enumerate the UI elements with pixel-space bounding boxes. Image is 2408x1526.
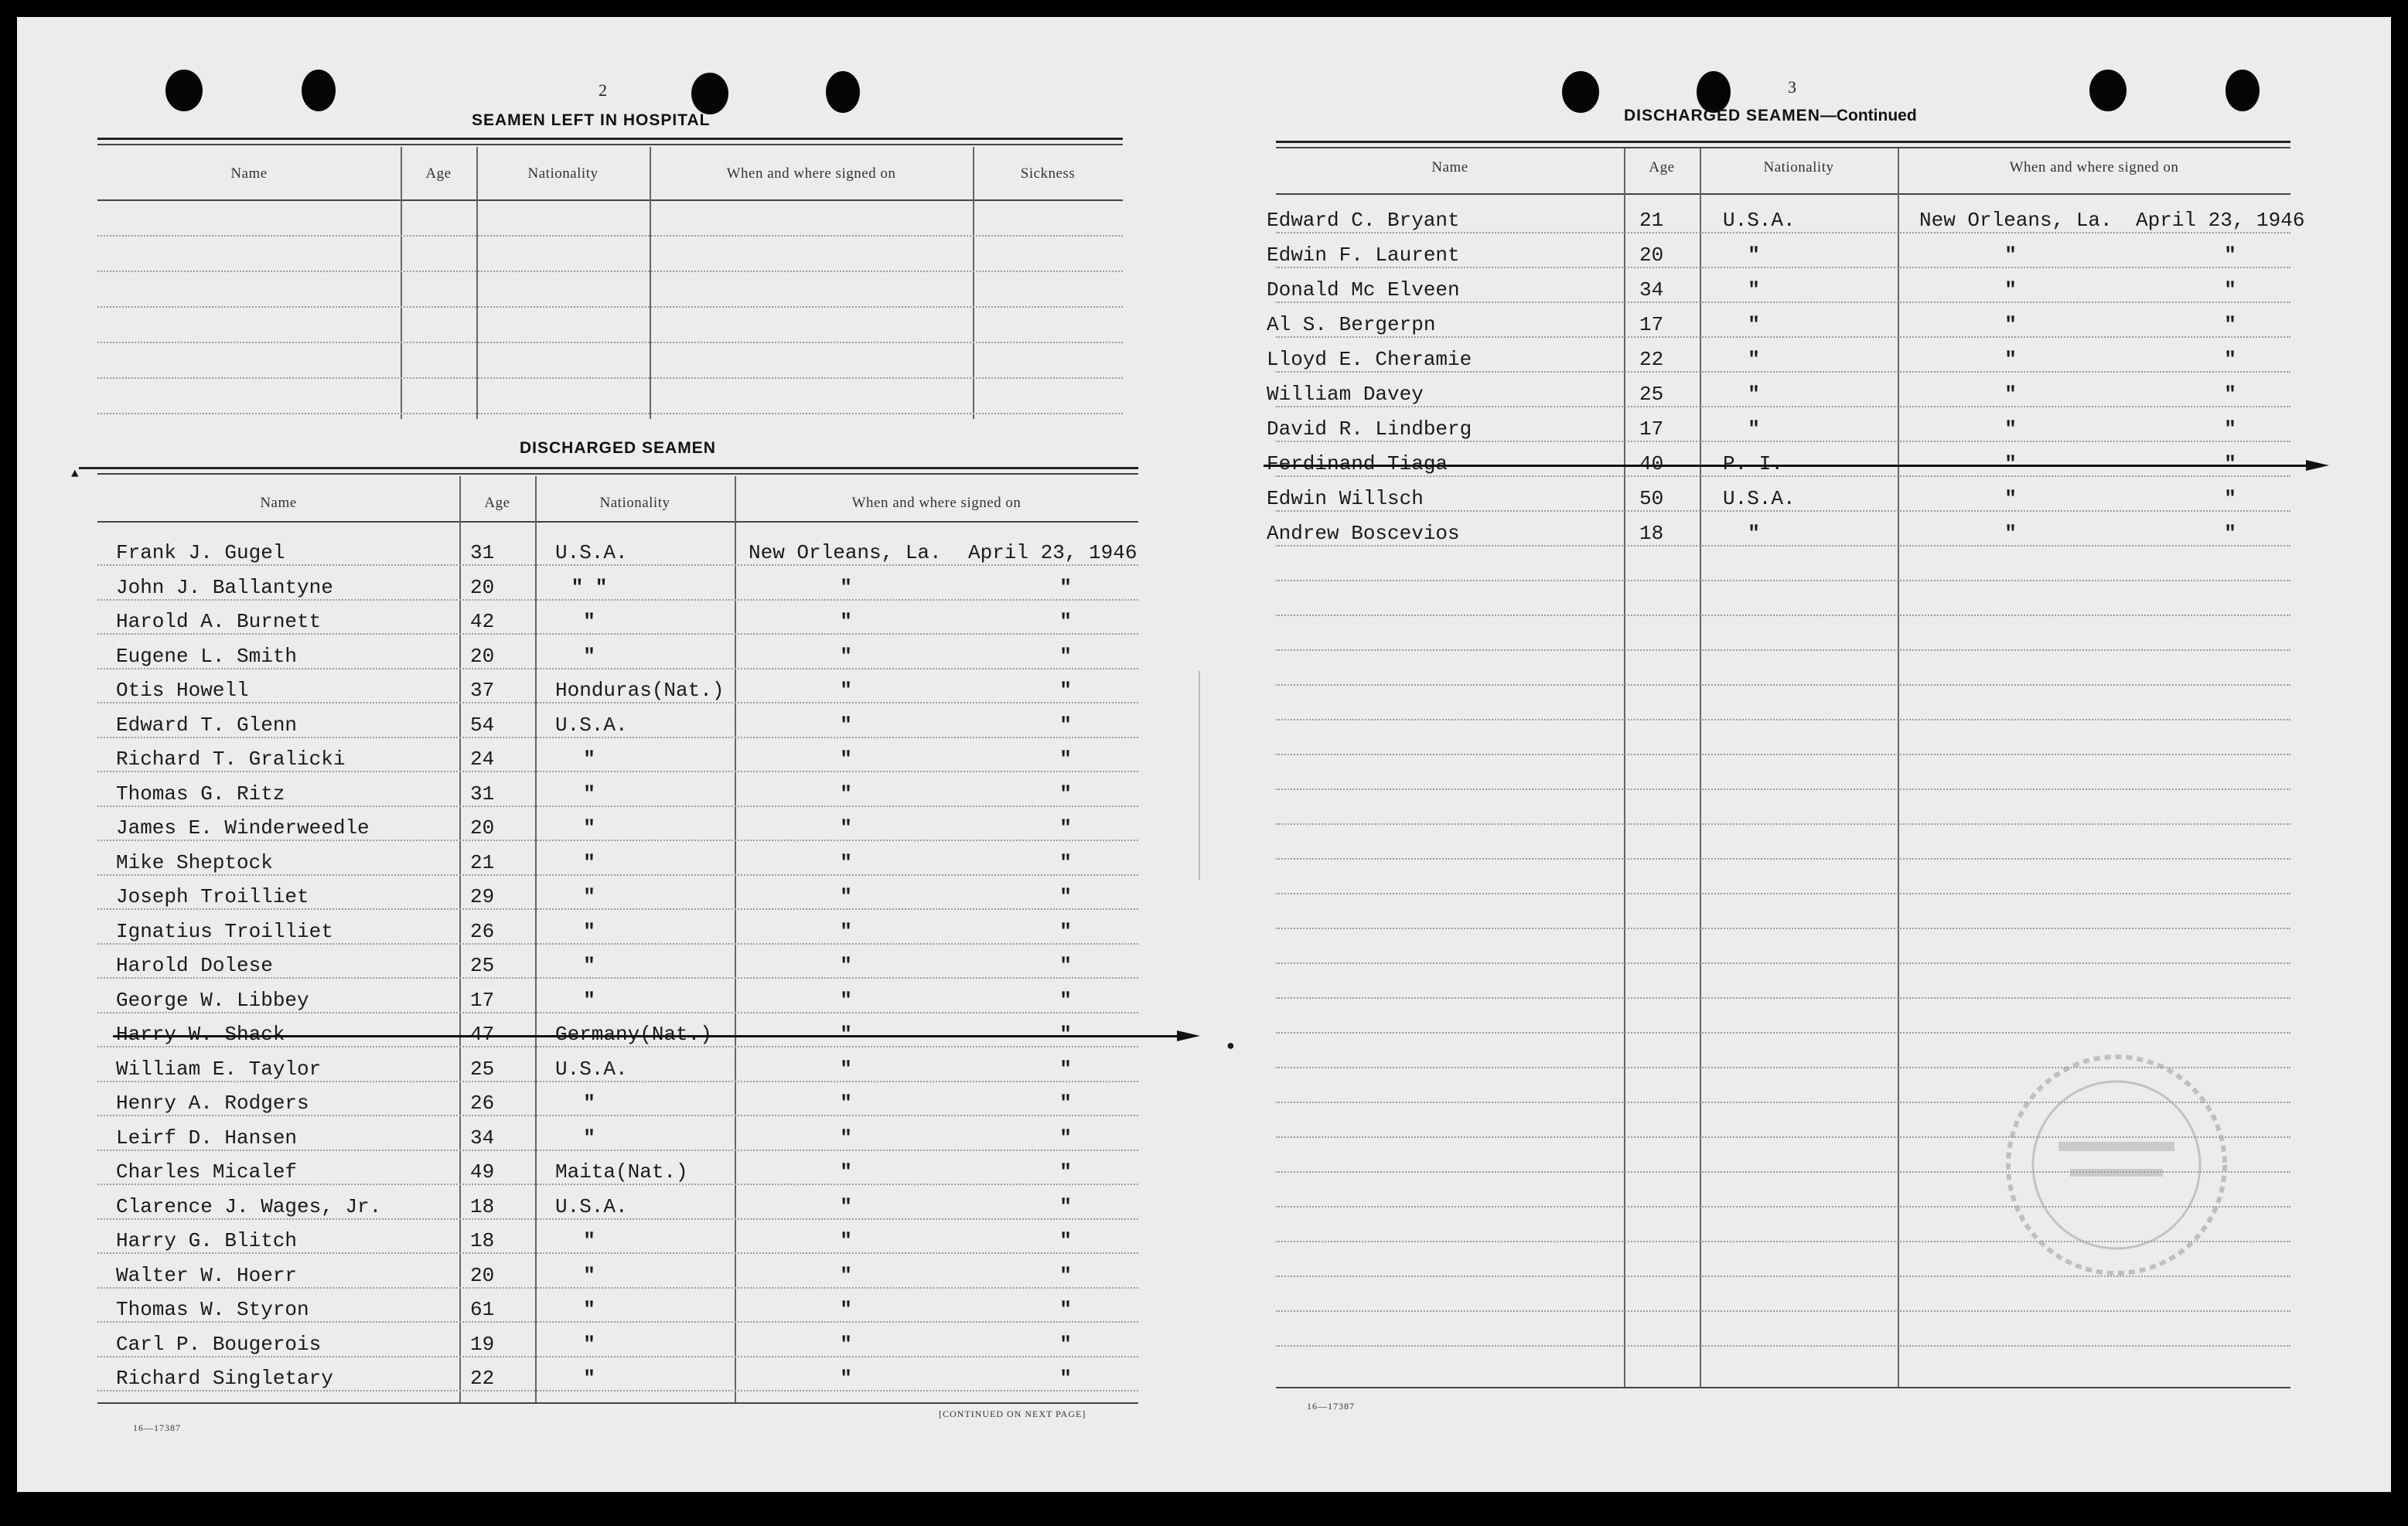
- row-rule: [1276, 719, 2290, 720]
- row-rule: [1276, 1310, 2290, 1312]
- row-rule: [97, 840, 1138, 841]
- column-header: Age: [484, 495, 510, 511]
- seaman-nationality: ": [583, 954, 595, 977]
- row-rule: [97, 668, 1138, 669]
- table-rule: [1276, 1387, 2290, 1388]
- seaman-age: 21: [1639, 209, 1664, 232]
- seaman-age: 19: [470, 1332, 495, 1356]
- seaman-nationality: ": [1748, 383, 1760, 406]
- row-rule: [97, 1356, 1138, 1357]
- seaman-name: William E. Taylor: [116, 1057, 322, 1081]
- seaman-name: Andrew Boscevios: [1267, 522, 1460, 545]
- seaman-age: 17: [1639, 313, 1664, 336]
- seaman-nationality: Honduras(Nat.): [555, 679, 725, 702]
- signed-on-place: ": [840, 748, 852, 771]
- seaman-nationality: U.S.A.: [555, 1057, 628, 1081]
- blank-row-line: [97, 413, 1123, 414]
- seaman-nationality: U.S.A.: [555, 1194, 628, 1218]
- signed-on-place: ": [2004, 244, 2017, 267]
- column-rule: [1700, 148, 1701, 1387]
- row-rule: [1276, 301, 2290, 303]
- seaman-nationality: ": [1748, 417, 1760, 441]
- seaman-name: Edwin Willsch: [1267, 487, 1424, 510]
- signed-on-date: ": [1059, 1057, 1072, 1081]
- signed-on-place: ": [2004, 383, 2017, 406]
- signed-on-date: ": [1059, 1298, 1072, 1321]
- seaman-name: Carl P. Bougerois: [116, 1332, 322, 1356]
- row-rule: [97, 806, 1138, 807]
- column-header: Nationality: [527, 165, 599, 182]
- column-header: Age: [425, 165, 452, 182]
- row-rule: [1276, 545, 2290, 547]
- column-rule: [1898, 148, 1899, 1387]
- seaman-name: Walter W. Hoerr: [116, 1263, 298, 1287]
- row-rule: [1276, 510, 2290, 512]
- row-rule: [1276, 475, 2290, 477]
- row-rule: [1276, 232, 2290, 233]
- signed-on-date: April 23, 1946: [968, 541, 1137, 564]
- row-rule: [97, 1081, 1138, 1082]
- row-rule: [97, 1150, 1138, 1151]
- row-rule: [1276, 823, 2290, 825]
- seaman-nationality: U.S.A.: [555, 713, 628, 737]
- row-rule: [1276, 1276, 2290, 1277]
- seaman-age: 20: [470, 816, 495, 840]
- seaman-name: Thomas W. Styron: [116, 1298, 309, 1321]
- blank-row-line: [97, 271, 1123, 272]
- seaman-nationality: ": [583, 1367, 595, 1390]
- signed-on-date: ": [1059, 679, 1072, 702]
- seaman-name: Richard T. Gralicki: [116, 748, 346, 771]
- seaman-name: Harold A. Burnett: [116, 610, 322, 633]
- row-rule: [1276, 441, 2290, 442]
- punch-hole: [1562, 71, 1599, 113]
- signed-on-place: ": [840, 782, 852, 806]
- row-rule: [1276, 1136, 2290, 1138]
- seaman-age: 34: [470, 1126, 495, 1150]
- margin-rule: [1199, 671, 1200, 880]
- punch-hole: [2089, 70, 2127, 111]
- signed-on-date: ": [1059, 885, 1072, 908]
- seaman-age: 20: [470, 1263, 495, 1287]
- signed-on-date: ": [1059, 988, 1072, 1012]
- signed-on-place: ": [840, 713, 852, 737]
- signed-on-place: ": [840, 885, 852, 908]
- seaman-nationality: ": [583, 1332, 595, 1356]
- row-rule: [97, 1390, 1138, 1391]
- row-rule: [97, 943, 1138, 945]
- row-rule: [97, 1012, 1138, 1013]
- seaman-name: Frank J. Gugel: [116, 541, 285, 564]
- column-rule: [735, 476, 736, 1402]
- seaman-nationality: ": [1748, 244, 1760, 267]
- signed-on-date: April 23, 1946: [2136, 209, 2305, 232]
- row-rule: [97, 1252, 1138, 1254]
- table-rule: [97, 138, 1123, 140]
- seaman-nationality: U.S.A.: [555, 541, 628, 564]
- punch-hole: [2226, 70, 2260, 111]
- signed-on-place: New Orleans, La.: [749, 541, 942, 564]
- seaman-name: Edward C. Bryant: [1267, 209, 1460, 232]
- seaman-name: Joseph Troilliet: [116, 885, 309, 908]
- seaman-age: 21: [470, 850, 495, 874]
- row-rule: [97, 599, 1138, 601]
- signed-on-date: ": [2224, 348, 2236, 371]
- seaman-name: Charles Micalef: [116, 1160, 298, 1184]
- seaman-name: Harry G. Blitch: [116, 1229, 298, 1252]
- signed-on-place: New Orleans, La.: [1919, 209, 2113, 232]
- signed-on-place: ": [840, 1023, 852, 1046]
- seaman-age: 25: [470, 954, 495, 977]
- row-rule: [97, 908, 1138, 910]
- punch-hole: [302, 70, 336, 111]
- table-rule: [1276, 147, 2290, 148]
- signed-on-date: ": [1059, 954, 1072, 977]
- seaman-name: William Davey: [1267, 383, 1424, 406]
- row-rule: [1276, 336, 2290, 338]
- signed-on-date: ": [2224, 313, 2236, 336]
- seaman-age: 17: [470, 988, 495, 1012]
- row-rule: [1276, 1102, 2290, 1103]
- seaman-age: 54: [470, 713, 495, 737]
- signed-on-place: ": [840, 1160, 852, 1184]
- punch-hole: [691, 73, 728, 114]
- seaman-name: Ferdinand Tiaga: [1267, 452, 1448, 475]
- signed-on-place: ": [840, 1229, 852, 1252]
- seaman-name: George W. Libbey: [116, 988, 309, 1012]
- blank-row-line: [97, 235, 1123, 237]
- signed-on-place: ": [2004, 452, 2017, 475]
- signed-on-place: ": [840, 919, 852, 943]
- row-rule: [97, 1287, 1138, 1289]
- signed-on-place: ": [2004, 313, 2017, 336]
- seaman-name: Leirf D. Hansen: [116, 1126, 298, 1150]
- column-header: When and where signed on: [726, 165, 896, 182]
- seaman-age: 26: [470, 919, 495, 943]
- row-rule: [1276, 893, 2290, 894]
- seaman-nationality: Germany(Nat.): [555, 1023, 712, 1046]
- faded-stamp: [1997, 1045, 2236, 1285]
- seaman-nationality: ": [583, 988, 595, 1012]
- signed-on-date: ": [1059, 1126, 1072, 1150]
- row-rule: [1276, 684, 2290, 686]
- row-rule: [97, 874, 1138, 876]
- signed-on-date: ": [2224, 278, 2236, 301]
- seaman-nationality: ": [583, 1092, 595, 1115]
- seaman-age: 18: [470, 1229, 495, 1252]
- seaman-name: Eugene L. Smith: [116, 644, 298, 668]
- seaman-age: 18: [1639, 522, 1664, 545]
- signed-on-place: ": [2004, 487, 2017, 510]
- signed-on-date: ": [1059, 1263, 1072, 1287]
- row-rule: [97, 1115, 1138, 1116]
- signed-on-date: ": [2224, 383, 2236, 406]
- section-title-hospital: SEAMEN LEFT IN HOSPITAL: [472, 111, 711, 129]
- seaman-nationality: ": [583, 1126, 595, 1150]
- signed-on-date: ": [2224, 244, 2236, 267]
- row-rule: [97, 1321, 1138, 1323]
- row-rule: [1276, 1345, 2290, 1347]
- seaman-age: 17: [1639, 417, 1664, 441]
- signed-on-date: ": [1059, 1229, 1072, 1252]
- row-rule: [1276, 1032, 2290, 1034]
- manifest-sheet: [17, 17, 2391, 1492]
- seaman-age: 37: [470, 679, 495, 702]
- section-title-discharged-continued: [1624, 107, 1917, 125]
- signed-on-date: ": [1059, 782, 1072, 806]
- column-header: Sickness: [1020, 165, 1076, 182]
- blank-row-line: [97, 306, 1123, 308]
- seaman-nationality: ": [1748, 313, 1760, 336]
- seaman-age: 25: [470, 1057, 495, 1081]
- seaman-nationality: ": [583, 1263, 595, 1287]
- seaman-name: Harold Dolese: [116, 954, 273, 977]
- signed-on-place: ": [840, 1367, 852, 1390]
- row-rule: [1276, 754, 2290, 755]
- column-header: Nationality: [599, 495, 670, 511]
- seaman-nationality: ": [583, 885, 595, 908]
- section-title-text: DISCHARGED SEAMEN: [1624, 107, 1820, 124]
- punch-hole: [165, 70, 203, 111]
- seaman-nationality: ": [1748, 278, 1760, 301]
- signed-on-place: ": [840, 1298, 852, 1321]
- page-number: 2: [599, 80, 607, 100]
- blank-row-line: [97, 342, 1123, 343]
- seaman-age: 20: [1639, 244, 1664, 267]
- column-header: Name: [1431, 159, 1468, 175]
- seaman-nationality: ": [583, 919, 595, 943]
- signed-on-place: ": [840, 954, 852, 977]
- seaman-nationality: " ": [571, 575, 608, 599]
- column-rule: [1624, 148, 1625, 1387]
- strike-arrowhead: [1177, 1030, 1200, 1041]
- seaman-age: 25: [1639, 383, 1664, 406]
- row-rule: [97, 1184, 1138, 1185]
- table-rule: [79, 467, 1138, 469]
- seaman-nationality: ": [583, 644, 595, 668]
- signed-on-date: ": [1059, 919, 1072, 943]
- signed-on-place: ": [2004, 417, 2017, 441]
- column-rule: [535, 476, 537, 1402]
- seaman-name: David R. Lindberg: [1267, 417, 1472, 441]
- seaman-nationality: Maita(Nat.): [555, 1160, 688, 1184]
- row-rule: [97, 771, 1138, 772]
- signed-on-place: ": [840, 1263, 852, 1287]
- signed-on-date: ": [1059, 1160, 1072, 1184]
- seaman-name: Donald Mc Elveen: [1267, 278, 1460, 301]
- seaman-name: Richard Singletary: [116, 1367, 333, 1390]
- signed-on-place: ": [840, 1332, 852, 1356]
- row-rule: [1276, 1206, 2290, 1208]
- signed-on-date: ": [1059, 1092, 1072, 1115]
- signed-on-date: ": [1059, 850, 1072, 874]
- signed-on-date: ": [1059, 816, 1072, 840]
- signed-on-date: ": [2224, 487, 2236, 510]
- seaman-name: James E. Winderweedle: [116, 816, 370, 840]
- signed-on-place: ": [840, 816, 852, 840]
- row-rule: [97, 737, 1138, 738]
- row-rule: [1276, 371, 2290, 373]
- signed-on-place: ": [840, 850, 852, 874]
- row-rule: [97, 633, 1138, 635]
- seaman-nationality: U.S.A.: [1723, 487, 1796, 510]
- seaman-name: Edwin F. Laurent: [1267, 244, 1460, 267]
- seaman-nationality: ": [583, 782, 595, 806]
- row-rule: [1276, 997, 2290, 999]
- seaman-nationality: ": [583, 610, 595, 633]
- seaman-nationality: ": [583, 1298, 595, 1321]
- table-rule: [1276, 141, 2290, 143]
- seaman-name: Harry W. Shack: [116, 1023, 285, 1046]
- seaman-age: 20: [470, 644, 495, 668]
- seaman-age: 22: [1639, 348, 1664, 371]
- seaman-age: 47: [470, 1023, 495, 1046]
- seaman-age: 40: [1639, 452, 1664, 475]
- signed-on-date: ": [1059, 644, 1072, 668]
- form-number: 16—17387: [133, 1422, 181, 1433]
- seaman-nationality: P. I.: [1723, 452, 1784, 475]
- seaman-name: Clarence J. Wages, Jr.: [116, 1194, 382, 1218]
- signed-on-place: ": [840, 1194, 852, 1218]
- seaman-nationality: ": [583, 1229, 595, 1252]
- margin-mark: ●: [1226, 1039, 1235, 1054]
- row-rule: [1276, 858, 2290, 860]
- punch-hole: [826, 71, 860, 113]
- signed-on-date: ": [1059, 1023, 1072, 1046]
- row-rule: [97, 1218, 1138, 1220]
- seaman-age: 18: [470, 1194, 495, 1218]
- signed-on-place: ": [840, 610, 852, 633]
- table-rule: [97, 1402, 1138, 1404]
- seaman-name: Henry A. Rodgers: [116, 1092, 309, 1115]
- signed-on-place: ": [840, 1126, 852, 1150]
- strike-through-line: [1264, 465, 2306, 467]
- signed-on-date: ": [1059, 610, 1072, 633]
- form-number: 16—17387: [1307, 1401, 1355, 1412]
- seaman-age: 42: [470, 610, 495, 633]
- seaman-age: 50: [1639, 487, 1664, 510]
- signed-on-place: ": [840, 679, 852, 702]
- seaman-age: 49: [470, 1160, 495, 1184]
- table-rule: [97, 199, 1123, 201]
- signed-on-place: ": [840, 1057, 852, 1081]
- seaman-age: 22: [470, 1367, 495, 1390]
- column-header: Name: [260, 495, 297, 511]
- row-rule: [1276, 1171, 2290, 1173]
- page-number: 3: [1788, 77, 1796, 97]
- seaman-age: 61: [470, 1298, 495, 1321]
- signed-on-date: ": [1059, 748, 1072, 771]
- seaman-nationality: ": [583, 816, 595, 840]
- row-rule: [1276, 789, 2290, 790]
- column-header: Name: [230, 165, 268, 182]
- seaman-age: 26: [470, 1092, 495, 1115]
- row-rule: [1276, 1241, 2290, 1242]
- seaman-name: Thomas G. Ritz: [116, 782, 285, 806]
- row-rule: [97, 1046, 1138, 1047]
- strike-through-line: [113, 1035, 1177, 1037]
- row-rule: [1276, 928, 2290, 929]
- signed-on-place: ": [840, 1092, 852, 1115]
- seaman-nationality: ": [583, 748, 595, 771]
- seaman-age: 24: [470, 748, 495, 771]
- row-rule: [1276, 580, 2290, 581]
- seaman-nationality: U.S.A.: [1723, 209, 1796, 232]
- seaman-age: 29: [470, 885, 495, 908]
- seaman-nationality: ": [583, 850, 595, 874]
- signed-on-place: ": [2004, 522, 2017, 545]
- seaman-age: 20: [470, 575, 495, 599]
- column-header: When and where signed on: [2009, 159, 2179, 175]
- column-header: When and where signed on: [851, 495, 1022, 511]
- table-rule: [1276, 193, 2290, 195]
- signed-on-date: ": [1059, 713, 1072, 737]
- row-rule: [1276, 615, 2290, 616]
- signed-on-date: ": [2224, 522, 2236, 545]
- row-rule: [97, 977, 1138, 979]
- row-rule: [1276, 649, 2290, 651]
- signed-on-date: ": [1059, 575, 1072, 599]
- column-header: Nationality: [1763, 159, 1834, 175]
- seaman-name: Al S. Bergerpn: [1267, 313, 1436, 336]
- signed-on-place: ": [840, 575, 852, 599]
- table-rule: [97, 144, 1123, 145]
- signed-on-date: ": [1059, 1332, 1072, 1356]
- table-rule: [97, 521, 1138, 523]
- strike-arrowhead: [2306, 460, 2329, 471]
- seaman-nationality: ": [1748, 522, 1760, 545]
- signed-on-date: ": [2224, 452, 2236, 475]
- signed-on-place: ": [2004, 278, 2017, 301]
- section-title-suffix: —Continued: [1820, 107, 1917, 124]
- seaman-age: 34: [1639, 278, 1664, 301]
- seaman-age: 31: [470, 782, 495, 806]
- seaman-name: Mike Sheptock: [116, 850, 273, 874]
- column-header: Age: [1649, 159, 1675, 175]
- column-rule: [459, 476, 461, 1402]
- row-rule: [1276, 267, 2290, 268]
- seaman-nationality: ": [1748, 348, 1760, 371]
- margin-mark: ▲: [71, 467, 79, 481]
- row-rule: [97, 564, 1138, 566]
- row-rule: [1276, 1067, 2290, 1068]
- signed-on-date: ": [1059, 1367, 1072, 1390]
- row-rule: [97, 702, 1138, 703]
- signed-on-place: ": [840, 644, 852, 668]
- seaman-age: 31: [470, 541, 495, 564]
- signed-on-date: ": [2224, 417, 2236, 441]
- seaman-name: Edward T. Glenn: [116, 713, 298, 737]
- row-rule: [1276, 406, 2290, 407]
- seaman-name: John J. Ballantyne: [116, 575, 333, 599]
- signed-on-date: ": [1059, 1194, 1072, 1218]
- seaman-name: Ignatius Troilliet: [116, 919, 333, 943]
- blank-row-line: [97, 377, 1123, 379]
- signed-on-place: ": [840, 988, 852, 1012]
- seaman-name: Otis Howell: [116, 679, 249, 702]
- continued-note: [CONTINUED ON NEXT PAGE]: [939, 1408, 1086, 1419]
- table-rule: [97, 473, 1138, 475]
- row-rule: [1276, 962, 2290, 964]
- seaman-name: Lloyd E. Cheramie: [1267, 348, 1472, 371]
- section-title-discharged: DISCHARGED SEAMEN: [520, 439, 716, 457]
- signed-on-place: ": [2004, 348, 2017, 371]
